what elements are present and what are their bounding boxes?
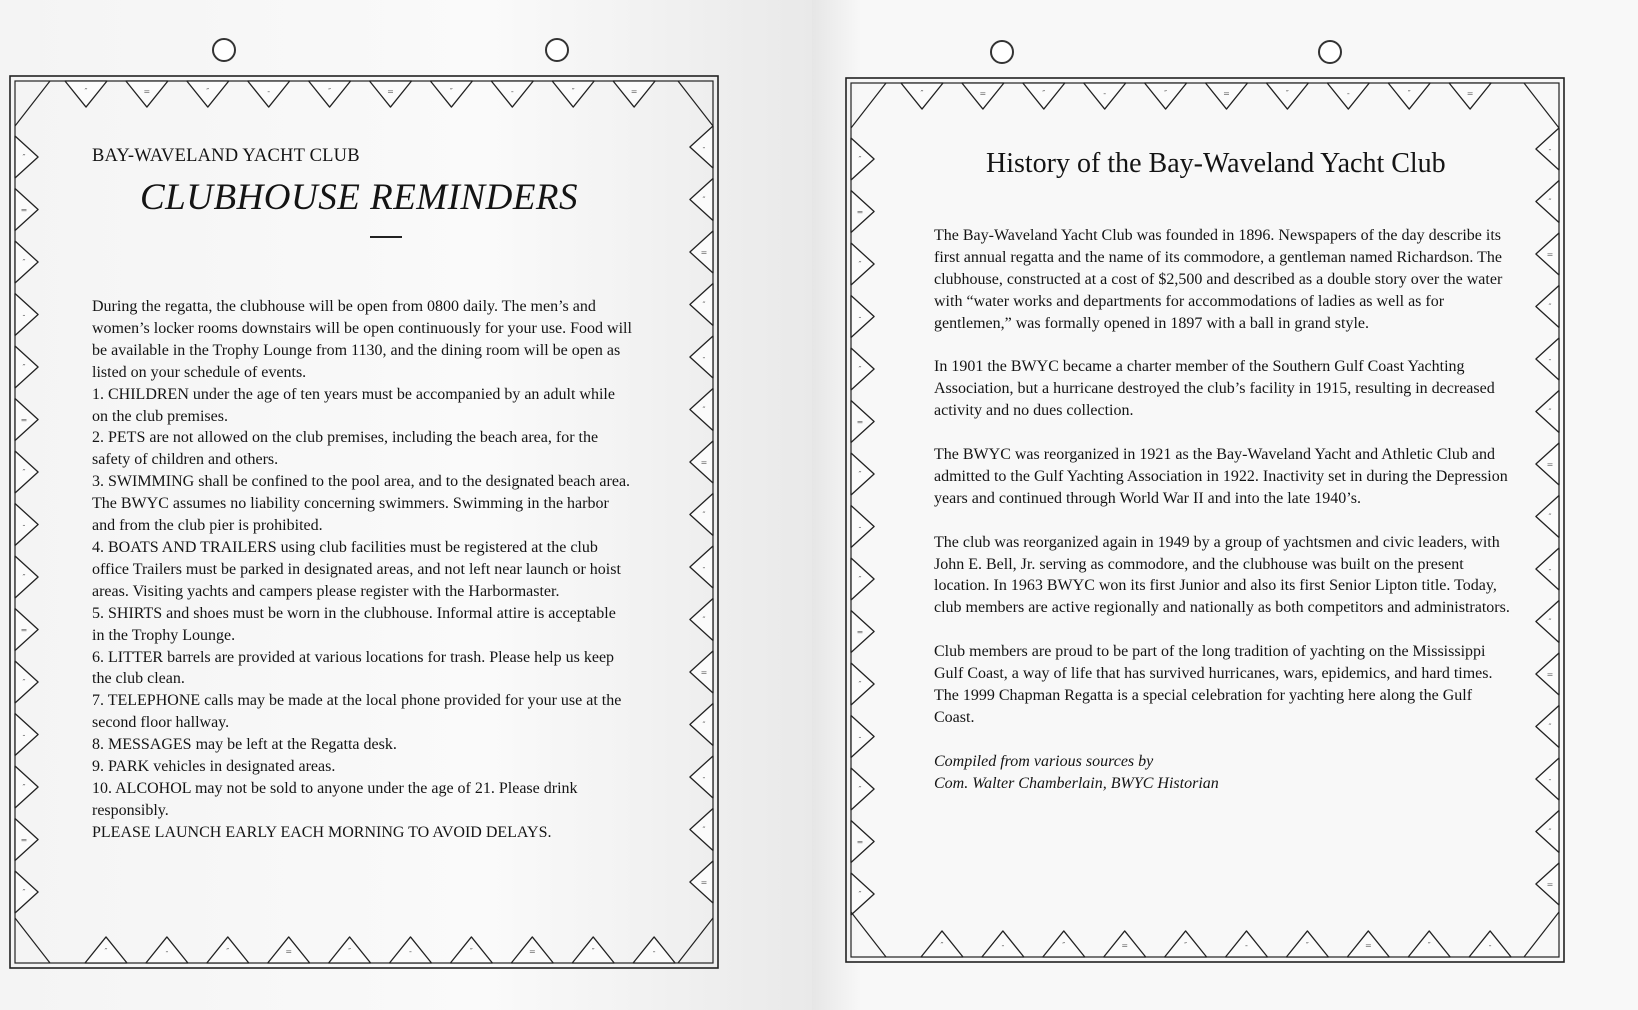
text-line: PLEASE LAUNCH EARLY EACH MORNING TO AVOID DELAYS. [92,823,552,841]
svg-text:″: ″ [702,405,706,415]
svg-text:″: ″ [348,947,352,956]
history-paragraph: In 1901 the BWYC became a charter member of the Southern Gulf Coast Yachting Association, but a hurricane destroyed the club’s facility in 1915, resulting in decreased activity and no dues collection. [934,358,1495,420]
svg-text:-: - [1245,941,1248,950]
svg-text:-: - [1548,355,1552,364]
history-title: History of the Bay-Waveland Yacht Club [986,148,1446,179]
svg-text:-: - [1548,565,1552,574]
svg-text:″: ″ [104,947,108,956]
svg-text:=: = [1546,460,1554,469]
svg-text:″: ″ [328,87,332,96]
svg-text:-: - [22,310,26,320]
svg-text:-: - [409,947,412,956]
text-line: 8. MESSAGES may be left at the Regatta desk. [92,736,397,754]
svg-text:-: - [858,522,862,532]
svg-text:″: ″ [1548,302,1552,312]
svg-text:″: ″ [702,720,706,730]
title-divider [370,236,402,238]
svg-text:″: ″ [84,87,88,96]
svg-text:=: = [856,417,864,427]
svg-text:=: = [856,207,864,217]
svg-text:=: = [1121,941,1129,950]
credit-line: Compiled from various sources by [934,752,1154,770]
svg-text:-: - [702,773,706,782]
svg-text:=: = [387,87,394,96]
history-paragraph: The Bay-Waveland Yacht Club was founded in 1896. Newspapers of the day describe its first annual regatta and the name of its commodore, a gentleman named Richardson. The clubhouse, constructed at a cost of $2,500 and described as a double story over the water with “water works and departments for accommodations of ladies as well as for gentlemen,” was formally opened in 1897 with a ball in grand style. [934,227,1503,332]
svg-text:-: - [22,520,26,530]
reminders-text [92,296,692,844]
text-line: 2. PETS are not allowed on the club premises, including the beach area, for the [92,429,599,447]
text-line: responsibly. [92,801,169,819]
svg-text:-: - [165,947,169,956]
svg-text:-: - [1548,775,1552,784]
svg-text:″: ″ [591,947,595,956]
svg-text:″: ″ [1164,89,1168,98]
text-line: The BWYC assumes no liability concerning swimmers. Swimming in the harbor [92,495,609,513]
svg-text:″: ″ [1407,89,1411,98]
svg-text:″: ″ [571,87,575,96]
svg-text:″: ″ [858,575,862,584]
svg-text:″: ″ [858,470,862,479]
credit-line: Com. Walter Chamberlain, BWYC Historian [934,774,1219,792]
svg-text:″: ″ [22,363,26,372]
svg-text:″: ″ [22,573,26,582]
svg-text:=: = [1546,670,1554,679]
text-line: 10. ALCOHOL may not be sold to anyone under the age of 21. Please drink [92,779,578,797]
svg-text:=: = [1546,250,1554,259]
svg-text:″: ″ [1062,941,1066,950]
svg-text:-: - [858,732,862,742]
svg-text:-: - [22,730,26,740]
svg-text:″: ″ [206,87,210,96]
svg-text:=: = [20,625,28,635]
svg-text:″: ″ [226,947,230,956]
svg-text:″: ″ [702,510,706,520]
svg-text:-: - [1001,941,1005,950]
text-line: safety of children and others. [92,451,279,469]
text-line: areas. Visiting yachts and campers please register with the Harbormaster. [92,582,560,600]
history-text [934,225,1514,794]
svg-text:″: ″ [1548,827,1552,837]
svg-text:-: - [510,87,514,96]
svg-text:″: ″ [1184,941,1188,950]
svg-text:″: ″ [858,365,862,374]
text-line: and from the club pier is prohibited. [92,517,323,535]
svg-text:-: - [1548,145,1552,154]
svg-text:=: = [700,878,708,887]
svg-text:=: = [20,415,28,425]
history-paragraph: The club was reorganized again in 1949 by a group of yachtsmen and civic leaders, with John E. Bell, Jr. serving as commodore, and the clubhouse was built on the present location. In 1963 BWYC won its first Junior and also its first Senior Lipton title. Today, club members are active regionally and nationally as both competitors and administrators. [934,533,1510,617]
svg-text:″: ″ [920,89,924,98]
svg-text:″: ″ [1042,89,1046,98]
text-line: 5. SHIRTS and shoes must be worn in the clubhouse. Informal attire is acceptable [92,604,616,622]
svg-text:-: - [702,353,706,362]
svg-text:″: ″ [858,890,862,899]
svg-text:″: ″ [22,783,26,792]
svg-text:=: = [700,248,708,257]
svg-text:=: = [1546,880,1554,889]
text-line: 6. LITTER barrels are provided at various locations for trash. Please help us keep [92,648,615,666]
svg-text:-: - [702,563,706,572]
svg-text:″: ″ [940,941,944,950]
svg-text:=: = [528,947,536,956]
text-line: During the regatta, the clubhouse will be open from 0800 daily. The men’s and [92,298,596,315]
svg-text:″: ″ [22,468,26,477]
history-paragraph: Club members are proud to be part of the long tradition of yachting on the Mississippi Gulf Coast, a way of life that has survived hurricanes, wars, epidemics, and hard times. The 1999 Chapman Regatta is a special celebration for yachting here along the Gulf Coast. [934,643,1493,726]
svg-text:=: = [1466,89,1474,98]
svg-text:″: ″ [1548,512,1552,522]
svg-text:″: ″ [1427,941,1431,950]
club-name: BAY-WAVELAND YACHT CLUB [92,146,360,166]
svg-text:″: ″ [702,300,706,310]
svg-text:″: ″ [1548,722,1552,732]
svg-text:=: = [700,458,708,467]
history-paragraph: The BWYC was reorganized in 1921 as the Bay-Waveland Yacht and Athletic Club and admitted to the Gulf Yachting Association in 1922. Inactivity set in during the Depression years and continued through World War II and into the late 1940’s. [934,446,1508,507]
svg-text:-: - [652,947,656,956]
svg-text:″: ″ [449,87,453,96]
svg-text:=: = [630,87,638,96]
text-line: second floor hallway. [92,714,230,732]
svg-text:″: ″ [858,785,862,794]
svg-text:=: = [285,947,293,956]
left-page [0,0,812,1010]
svg-text:″: ″ [1305,941,1309,950]
svg-text:-: - [1103,89,1107,98]
svg-text:-: - [702,143,706,152]
text-line: 3. SWIMMING shall be confined to the pool area, and to the designated beach area. [92,473,631,491]
text-line: women’s locker rooms downstairs will be open continuously for your use. Food will [92,319,632,337]
svg-text:=: = [856,627,864,637]
svg-text:″: ″ [22,258,26,267]
svg-text:″: ″ [702,615,706,625]
text-line: the club clean. [92,670,185,688]
svg-text:″: ″ [858,260,862,269]
text-line: 4. BOATS AND TRAILERS using club facilities must be registered at the club [92,538,598,556]
svg-text:=: = [20,835,28,845]
svg-text:=: = [856,837,864,847]
svg-text:=: = [700,668,708,677]
svg-text:=: = [1364,941,1372,950]
svg-text:″: ″ [858,155,862,164]
text-line: 9. PARK vehicles in designated areas. [92,758,336,776]
svg-text:″: ″ [22,153,26,162]
text-line: office Trailers must be parked in designated areas, and not left near launch or hoist [92,560,621,578]
svg-text:″: ″ [702,195,706,205]
svg-text:″: ″ [1285,89,1289,98]
svg-text:=: = [143,87,151,96]
text-line: on the club premises. [92,407,228,425]
svg-text:″: ″ [1548,197,1552,207]
text-line: be available in the Trophy Lounge from 1130, and the dining room will be open as [92,341,621,359]
author-credit [934,751,1514,795]
page-title: CLUBHOUSE REMINDERS [140,177,579,218]
svg-text:″: ″ [1548,617,1552,627]
text-line: 1. CHILDREN under the age of ten years must be accompanied by an adult while [92,385,615,403]
text-line: in the Trophy Lounge. [92,626,236,644]
svg-text:=: = [1223,89,1230,98]
svg-text:″: ″ [22,888,26,897]
svg-text:″: ″ [1548,407,1552,417]
svg-text:″: ″ [702,825,706,835]
svg-text:=: = [20,205,28,215]
svg-text:″: ″ [469,947,473,956]
svg-text:″: ″ [22,678,26,687]
svg-text:-: - [858,312,862,322]
svg-text:-: - [267,87,271,96]
svg-text:=: = [979,89,987,98]
svg-text:-: - [1488,941,1492,950]
text-line: 7. TELEPHONE calls may be made at the local phone provided for your use at the [92,692,622,710]
text-line: listed on your schedule of events. [92,363,307,381]
svg-text:″: ″ [858,680,862,689]
svg-text:-: - [1346,89,1350,98]
